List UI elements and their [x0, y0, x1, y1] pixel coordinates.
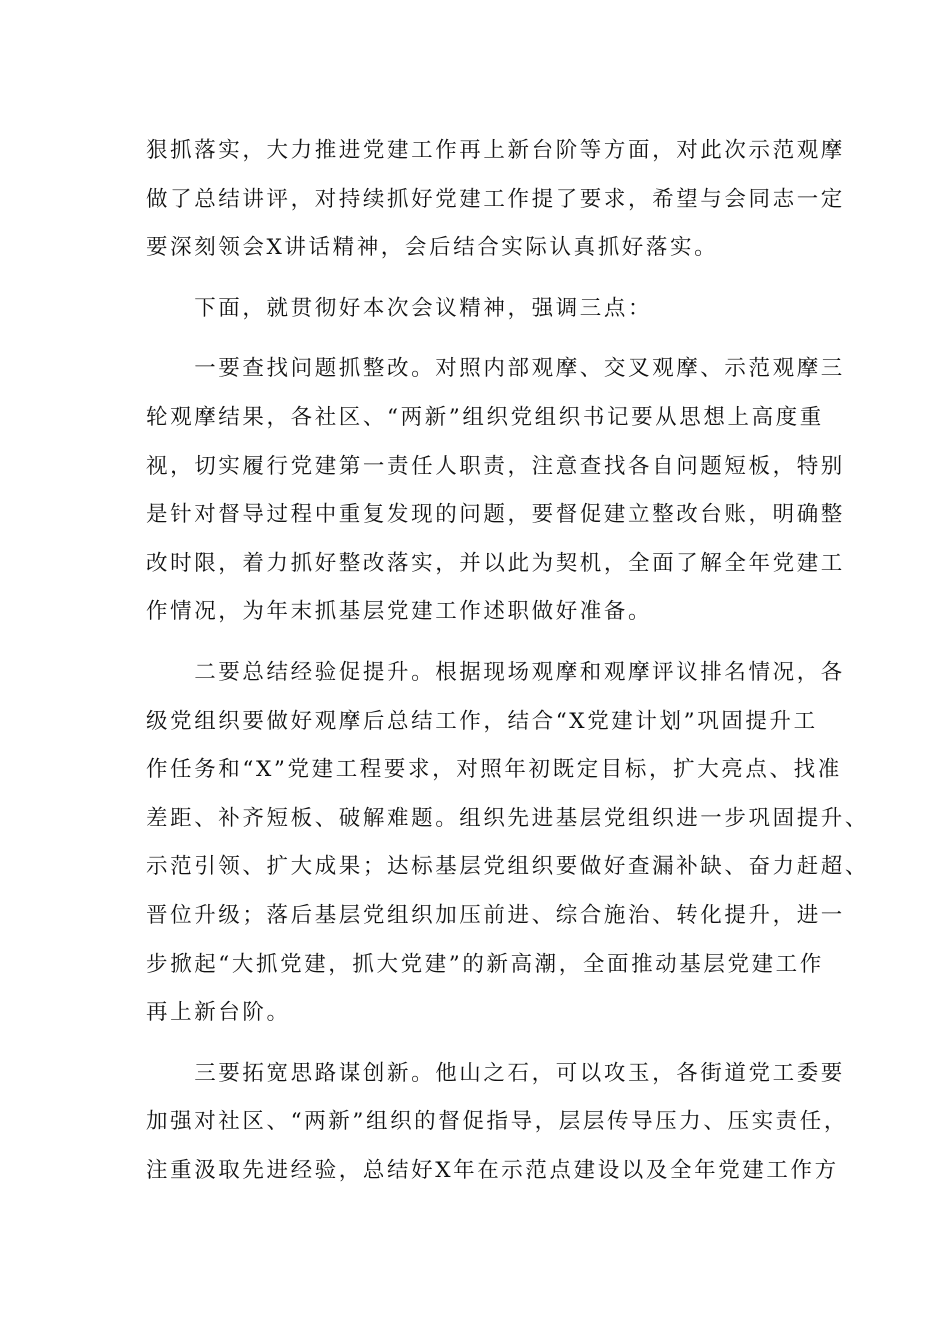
text-line: 是针对督导过程中重复发现的问题，要督促建立整改台账，明确整 — [146, 502, 845, 528]
text-line: 改时限，着力抓好整改落实，并以此为契机，全面了解全年党建工 — [146, 550, 845, 576]
paragraph-4 — [146, 649, 870, 1038]
paragraph-gap — [146, 333, 826, 345]
paragraph-gap — [146, 273, 826, 285]
text-line: 示范引领、扩大成果；达标基层党组织要做好查漏补缺、奋力赶超、 — [146, 854, 870, 880]
paragraph-3 — [146, 345, 845, 637]
text-line: 加强对社区、“两新”组织的督促指导，层层传导压力、压实责任， — [146, 1109, 848, 1135]
paragraph-2 — [146, 285, 826, 334]
text-line: 二要总结经验促提升。根据现场观摩和观摩评议排名情况，各 — [146, 659, 845, 685]
text-line: 作任务和“X”党建工程要求，对照年初既定目标，扩大亮点、找准 — [146, 757, 842, 783]
text-line: 差距、补齐短板、破解难题。组织先进基层党组织进一步巩固提升、 — [146, 805, 870, 831]
text-line: 狠抓落实，大力推进党建工作再上新台阶等方面，对此次示范观摩 — [146, 138, 845, 163]
text-line: 做了总结讲评，对持续抓好党建工作提了要求，希望与会同志一定 — [146, 186, 845, 212]
text-line: 一要查找问题抓整改。对照内部观摩、交叉观摩、示范观摩三 — [146, 356, 845, 382]
paragraph-5 — [146, 1050, 848, 1196]
text-line: 下面，就贯彻好本次会议精神，强调三点： — [146, 295, 653, 321]
paragraph-gap — [146, 1038, 826, 1050]
text-line: 步掀起“大抓党建，抓大党建”的新高潮，全面推动基层党建工作 — [146, 951, 824, 977]
paragraph-1 — [146, 127, 845, 273]
text-line: 作情况，为年末抓基层党建工作述职做好准备。 — [146, 599, 653, 625]
text-line: 视，切实履行党建第一责任人职责，注意查找各自问题短板，特别 — [146, 453, 845, 479]
text-line: 晋位升级；落后基层党组织加压前进、综合施治、转化提升，进一 — [146, 902, 845, 928]
text-line: 要深刻领会X讲话精神，会后结合实际认真抓好落实。 — [146, 235, 719, 261]
text-line: 轮观摩结果，各社区、“两新”组织党组织书记要从思想上高度重 — [146, 404, 824, 430]
text-line: 再上新台阶。 — [146, 1000, 291, 1026]
text-line: 三要拓宽思路谋创新。他山之石，可以攻玉，各街道党工委要 — [146, 1060, 845, 1086]
document-body — [146, 127, 870, 1195]
text-line: 级党组织要做好观摩后总结工作，结合“X党建计划”巩固提升工 — [146, 708, 818, 734]
text-line: 注重汲取先进经验，总结好X年在示范点建设以及全年党建工作方 — [146, 1157, 839, 1183]
paragraph-gap — [146, 637, 826, 649]
